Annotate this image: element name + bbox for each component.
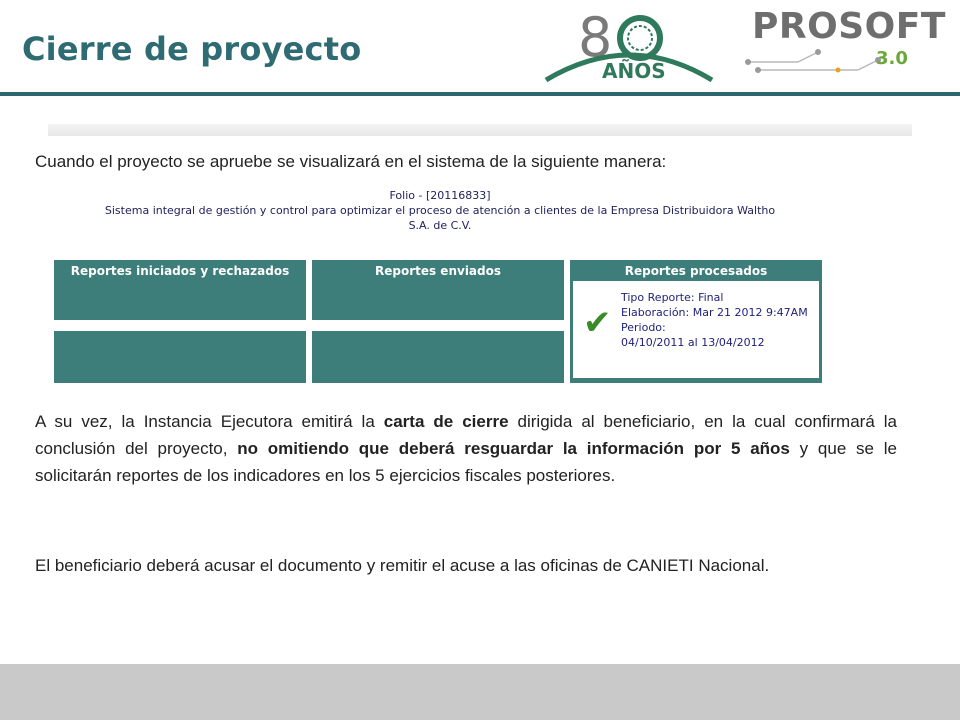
- report-elaboration: Elaboración: Mar 21 2012 9:47AM: [621, 306, 808, 319]
- 80-anos-logo: [540, 8, 720, 84]
- title-divider: [0, 92, 960, 96]
- folio-label: Folio - [20116833]: [389, 189, 491, 202]
- panel-row: [312, 320, 564, 331]
- logo-80-label: AÑOS: [602, 59, 666, 83]
- project-name: Sistema integral de gestión y control para optimizar el proceso de atención a clientes de la Empresa Distribuidora Waltho: [104, 204, 776, 217]
- panel-title: Reportes enviados: [374, 264, 502, 278]
- paragraph-acuse: El beneficiario deberá acusar el documento y remitir el acuse a las oficinas de CANIETI Nacional.: [35, 556, 770, 575]
- text-span: dirigida al beneficiario, en la cual confirmará la conclusión del proyecto,: [35, 412, 898, 458]
- prosoft-version: 3.0: [876, 48, 908, 69]
- shadow-band: [48, 124, 912, 136]
- bold-text: no omitiendo que deberá resguardar la información por 5 años: [237, 439, 790, 458]
- processed-report-item[interactable]: [573, 281, 819, 378]
- text-span: A su vez, la Instancia Ejecutora emitirá la: [35, 412, 384, 431]
- text-span: y que se le solicitarán reportes de los indicadores en los 5 ejercicios fiscales posteriores.: [35, 439, 897, 485]
- panel-reportes-iniciados: [54, 260, 306, 383]
- project-header: [54, 188, 826, 233]
- page-title: Cierre de proyecto: [22, 30, 362, 68]
- footer-bar: [0, 664, 960, 720]
- report-type: Tipo Reporte: Final: [621, 291, 724, 304]
- report-period-label: Periodo:: [621, 321, 666, 334]
- bold-text: carta de cierre: [383, 412, 509, 431]
- logo-80-number: 8: [578, 8, 613, 69]
- prosoft-brand: PROSOFT: [752, 6, 946, 47]
- paragraph-carta-cierre: [35, 408, 897, 489]
- project-name-cont: S.A. de C.V.: [408, 219, 472, 232]
- panel-title: Reportes iniciados y rechazados: [70, 264, 290, 278]
- panel-row: [54, 320, 306, 331]
- panel-reportes-enviados: [312, 260, 564, 383]
- intro-text: Cuando el proyecto se apruebe se visualizará en el sistema de la siguiente manera:: [35, 152, 667, 171]
- prosoft-logo-text: [752, 6, 946, 47]
- report-period-value: 04/10/2011 al 13/04/2012: [621, 336, 765, 349]
- panel-reportes-procesados: [570, 260, 822, 383]
- checkmark-icon: ✔: [583, 304, 612, 342]
- panel-title: Reportes procesados: [624, 264, 768, 278]
